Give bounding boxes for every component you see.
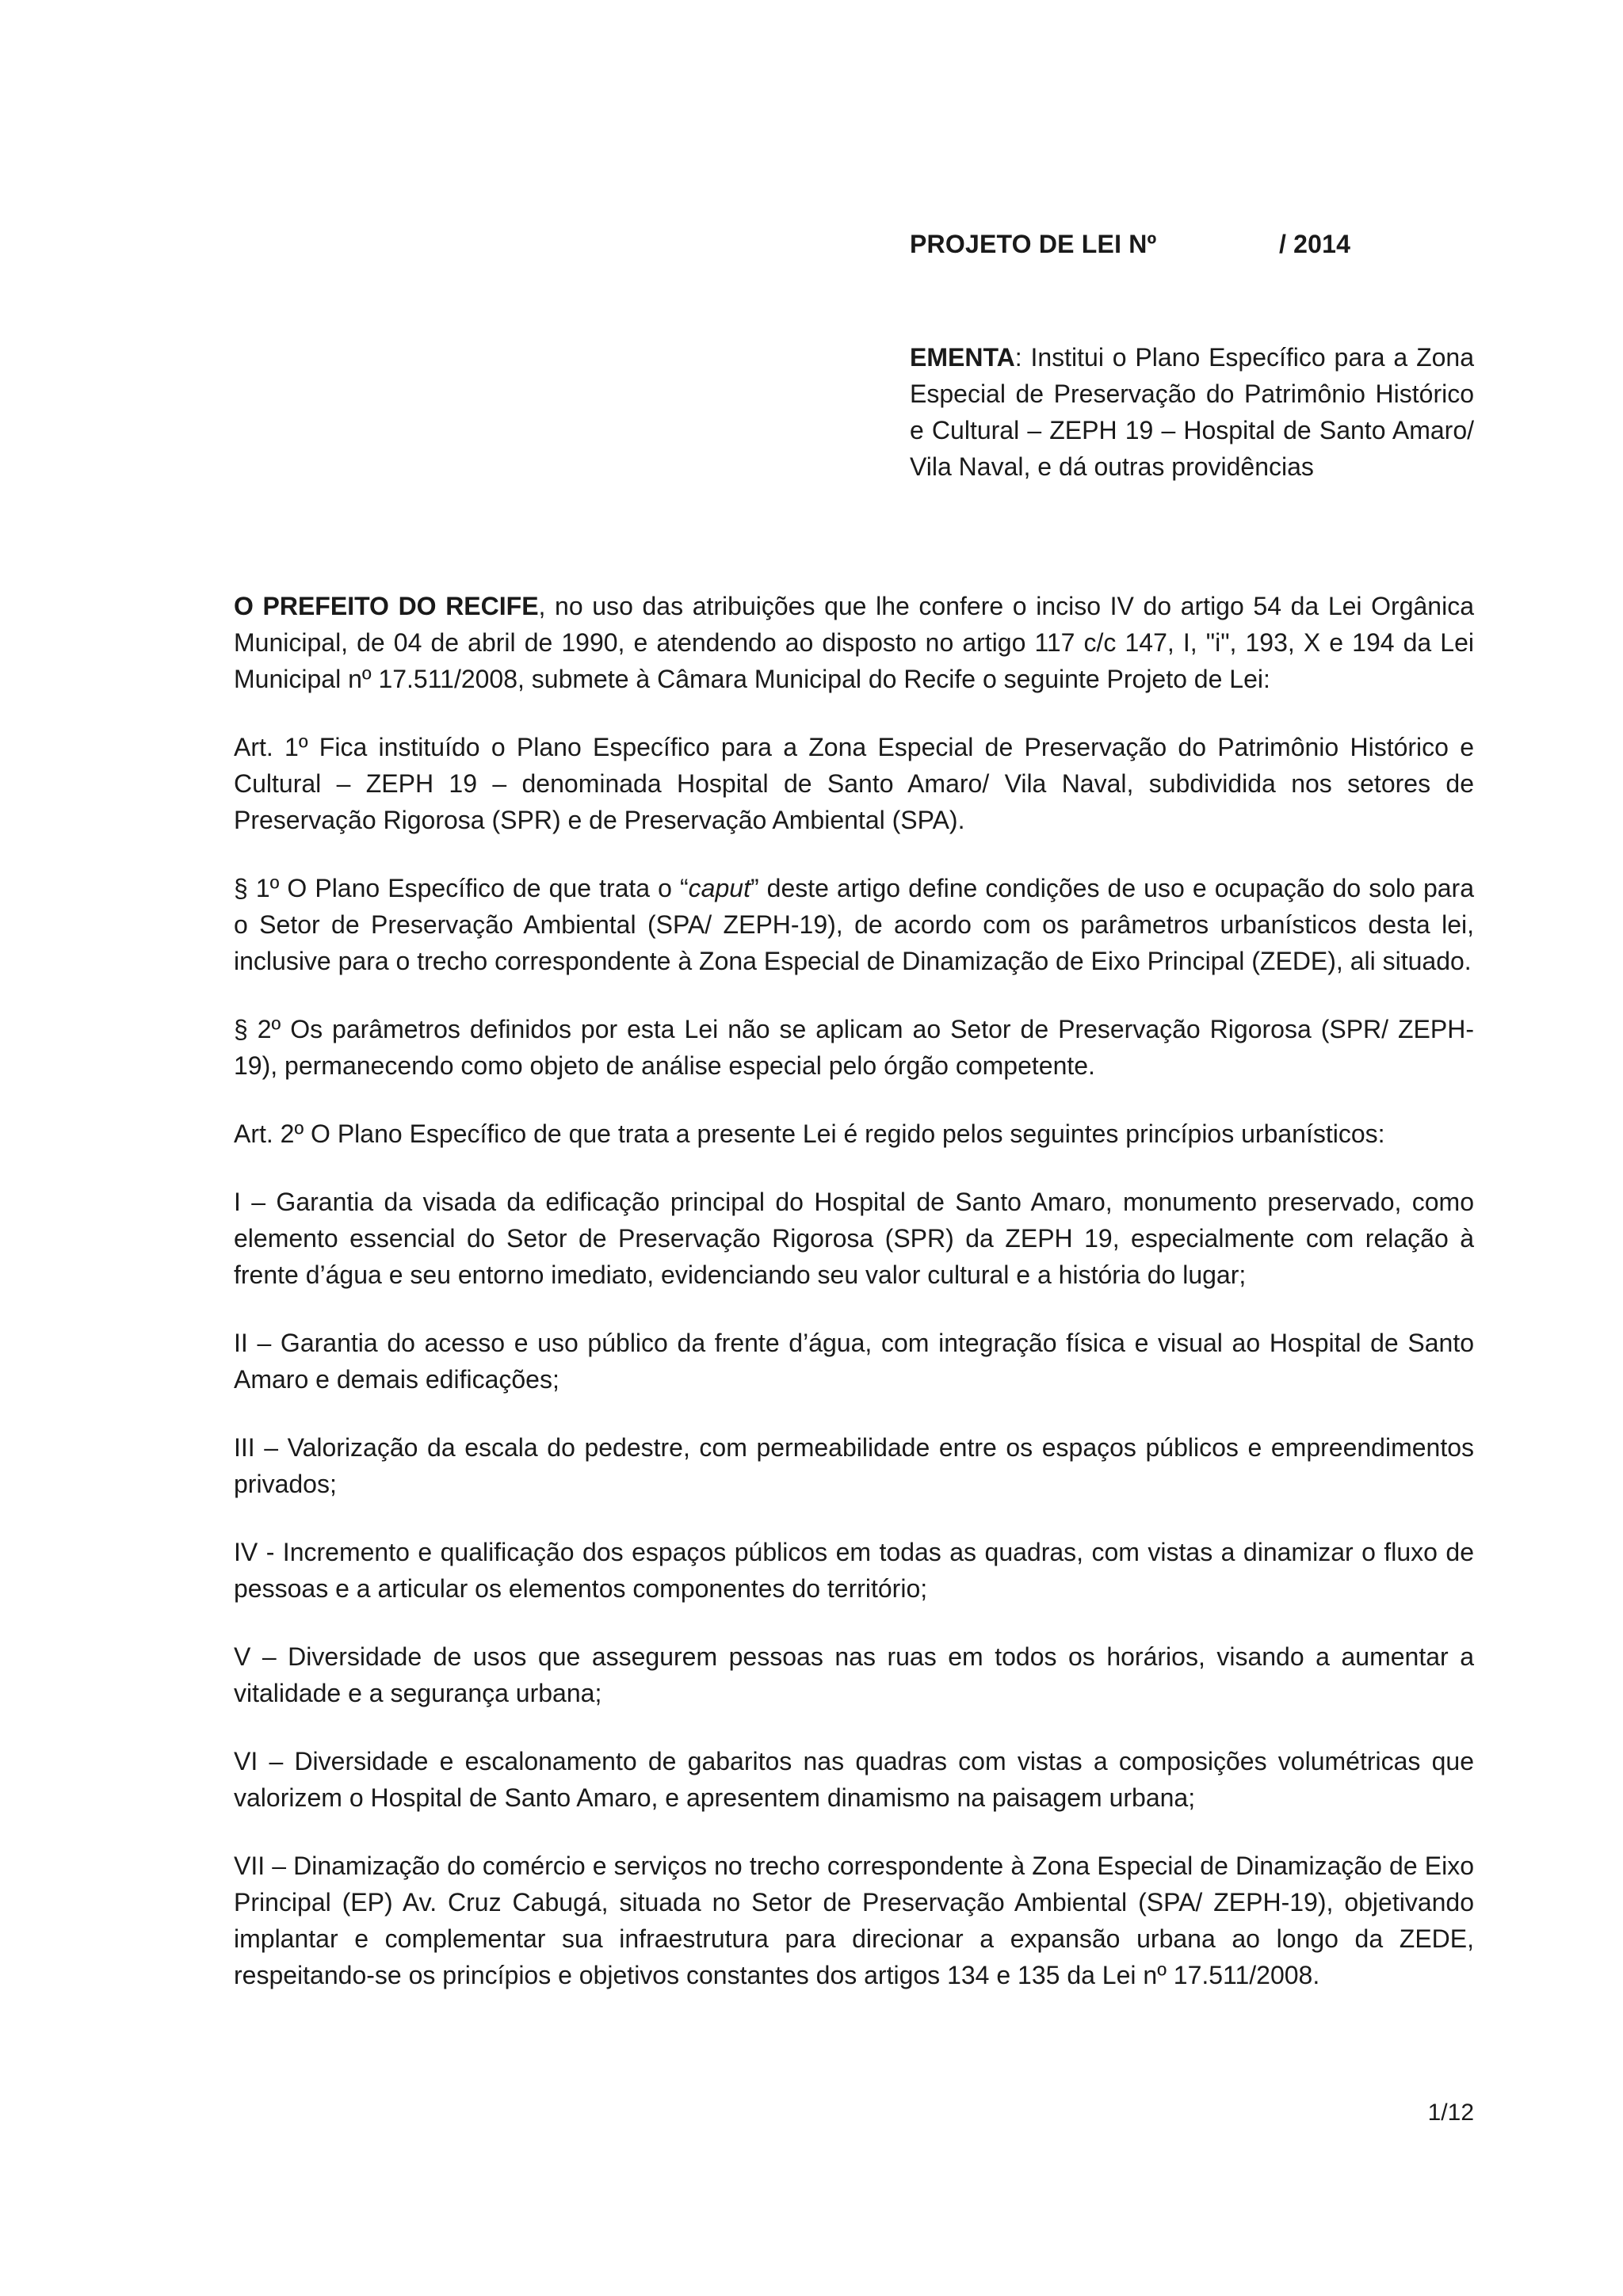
article-1: Art. 1º Fica instituído o Plano Específico para a Zona Especial de Preservação do Patrimônio Histórico e Cultural – ZEPH 19 – denominada Hospital de Santo Amaro/ Vila Naval, subdividida nos setores de Preservação Rigorosa (SPR) e de Preservação Ambiental (SPA). — [234, 733, 1474, 834]
article-2-item-7: VII – Dinamização do comércio e serviços no trecho correspondente à Zona Especial de Dinamização de Eixo Principal (EP) Av. Cruz Cabugá, situada no Setor de Preservação Ambiental (SPA/ ZEPH-19), objetivando implantar e complementar sua infraestrutura para direcionar a expansão urbana ao longo da ZEDE, respeitando-se os princípios e objetivos constantes dos artigos 134 e 135 da Lei nº 17.511/2008. — [234, 1852, 1474, 1989]
article-2-item-6: VI – Diversidade e escalonamento de gabaritos nas quadras com vistas a composições volumétricas que valorizem o Hospital de Santo Amaro, e apresentem dinamismo na paisagem urbana; — [234, 1747, 1474, 1812]
article-2-item-3: III – Valorização da escala do pedestre, com permeabilidade entre os espaços públicos e empreendimentos privados; — [234, 1433, 1474, 1498]
article-2-item-5: V – Diversidade de usos que assegurem pessoas nas ruas em todos os horários, visando a aumentar a vitalidade e a segurança urbana; — [234, 1642, 1474, 1707]
page-number: 1/12 — [1427, 2100, 1474, 2126]
article-2-item-1: I – Garantia da visada da edificação principal do Hospital de Santo Amaro, monumento preservado, como elemento essencial do Setor de Preservação Rigorosa (SPR) da ZEPH 19, especialmente com relação à frente d’água e seu entorno imediato, evidenciando seu valor cultural e a história do lugar; — [234, 1188, 1474, 1289]
bill-title — [910, 230, 1351, 259]
ementa-label: EMENTA — [910, 343, 1015, 372]
bill-title-year: / 2014 — [1279, 230, 1351, 258]
preamble-lead: O PREFEITO DO RECIFE — [234, 592, 539, 620]
article-2: Art. 2º O Plano Específico de que trata a presente Lei é regido pelos seguintes princípios urbanísticos: — [234, 1119, 1385, 1148]
article-1-paragraph-2: § 2º Os parâmetros definidos por esta Lei não se aplicam ao Setor de Preservação Rigorosa (SPR/ ZEPH-19), permanecendo como objeto de análise especial pelo órgão competente. — [234, 1015, 1474, 1080]
paragraph-1-caput: caput — [688, 874, 750, 902]
article-2-item-4: IV - Incremento e qualificação dos espaços públicos em todas as quadras, com vistas a dinamizar o fluxo de pessoas e a articular os elementos componentes do território; — [234, 1538, 1474, 1603]
preamble-paragraph — [234, 588, 1474, 697]
bill-title-label: PROJETO DE LEI Nº — [910, 230, 1157, 258]
preamble-text: , no uso das atribuições que lhe confere o inciso IV do artigo 54 da Lei Orgânica Municipal, de 04 de abril de 1990, e atendendo ao disposto no artigo 117 c/c 147, I, "i", 193, X e 194 da Lei Municipal nº 17.511/2008, submete à Câmara Municipal do Recife o seguinte Projeto de Lei: — [234, 592, 1475, 693]
article-1-paragraph-1 — [234, 870, 1474, 979]
paragraph-1-text-b: ” deste artigo define condições de uso e ocupação do solo para o Setor de Preservação Ambiental (SPA/ ZEPH-19), de acordo com os parâmetros urbanísticos desta lei, inclusive para o trecho correspondente à Zona Especial de Dinamização de Eixo Principal (ZEDE), ali situado. — [234, 874, 1475, 975]
article-2-item-2: II – Garantia do acesso e uso público da frente d’água, com integração física e visual ao Hospital de Santo Amaro e demais edificações; — [234, 1329, 1474, 1394]
bill-body — [234, 588, 1474, 1993]
ementa-summary — [910, 339, 1474, 485]
ementa-text: : Institui o Plano Específico para a Zona Especial de Preservação do Patrimônio Histórico e Cultural – ZEPH 19 – Hospital de Santo Amaro/ Vila Naval, e dá outras providências — [910, 343, 1474, 481]
paragraph-1-text-a: § 1º O Plano Específico de que trata o “ — [234, 874, 689, 902]
